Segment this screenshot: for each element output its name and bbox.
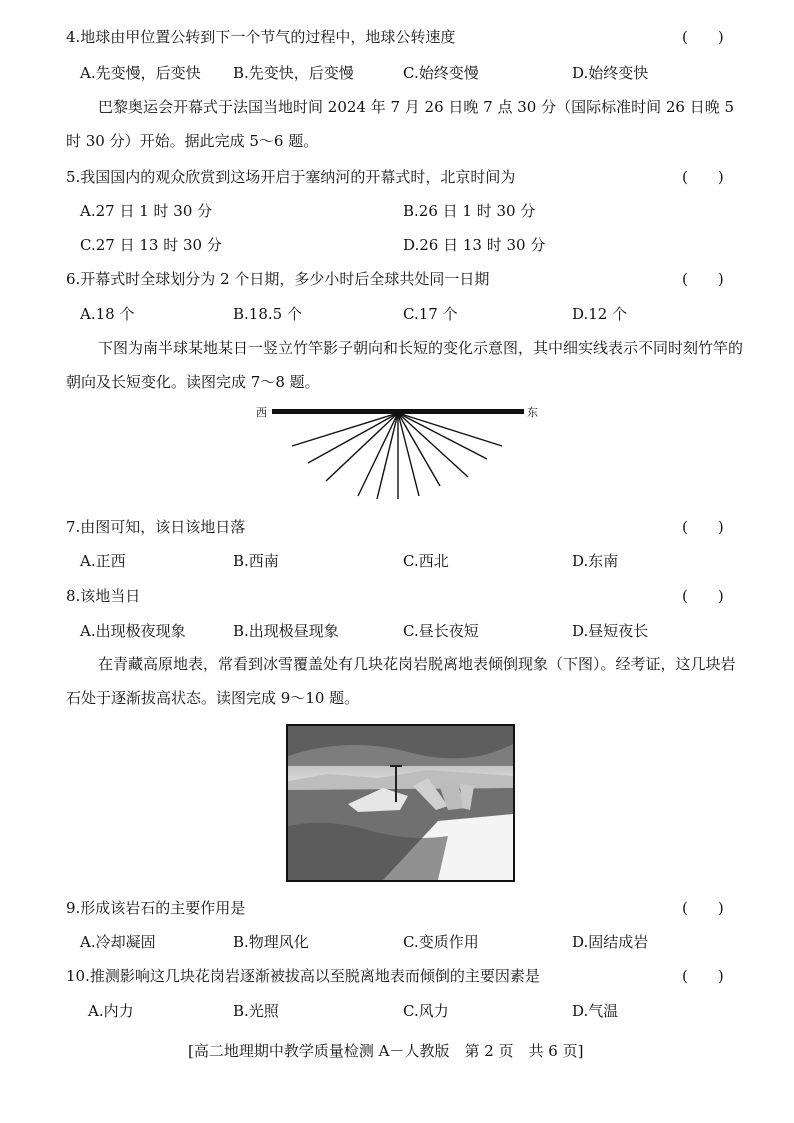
- q10-stem: 10.推测影响这几块花岗岩逐渐被拔高以至脱离地表而倾倒的主要因素是: [66, 967, 540, 985]
- q7-option-b: B.西南: [233, 552, 279, 570]
- q10-option-a: A.内力: [88, 1002, 134, 1020]
- q9-option-d: D.固结成岩: [572, 933, 649, 951]
- q5-option-a: A.27 日 1 时 30 分: [80, 202, 213, 220]
- q10-option-c: C.风力: [403, 1002, 449, 1020]
- q10-option-d: D.气温: [572, 1002, 619, 1020]
- q5-option-d: D.26 日 13 时 30 分: [403, 236, 546, 254]
- q6-answer-paren: ( ): [682, 270, 724, 288]
- q8-option-a: A.出现极夜现象: [80, 622, 186, 640]
- granite-photo: [286, 724, 515, 882]
- q4-option-a: A.先变慢，后变快: [80, 64, 201, 82]
- q5-answer-paren: ( ): [682, 168, 724, 186]
- q6-option-d: D.12 个: [572, 305, 628, 323]
- page-footer: [高二地理期中教学质量检测 A－人教版 第 2 页 共 6 页]: [188, 1042, 584, 1060]
- q9-option-a: A.冷却凝固: [80, 933, 156, 951]
- q4-option-b: B.先变快，后变慢: [233, 64, 354, 82]
- q9-answer-paren: ( ): [682, 899, 724, 917]
- passage-olympics: 巴黎奥运会开幕式于法国当地时间 2024 年 7 月 26 日晚 7 点 30 分（国际标准时间 26 日晚 5 时 30 分）开始。据此完成 5～6 题。: [66, 98, 735, 150]
- q9-stem: 9.形成该岩石的主要作用是: [66, 899, 246, 917]
- shadow-lines: [292, 413, 502, 499]
- q8-answer-paren: ( ): [682, 587, 724, 605]
- q6-stem: 6.开幕式时全球划分为 2 个日期，多少小时后全球共处同一日期: [66, 270, 490, 288]
- shadow-line: [398, 413, 419, 496]
- q7-stem: 7.由图可知，该日该地日落: [66, 518, 246, 536]
- q10-option-b: B.光照: [233, 1002, 279, 1020]
- q4-answer-paren: ( ): [682, 28, 724, 46]
- q4-option-c: C.始终变慢: [403, 64, 479, 82]
- q5-option-b: B.26 日 1 时 30 分: [403, 202, 536, 220]
- q7-option-a: A.正西: [80, 552, 126, 570]
- passage-shadow: 下图为南半球某地某日一竖立竹竿影子朝向和长短的变化示意图，其中细实线表示不同时刻竹竿的朝向及长短变化。读图完成 7～8 题。: [66, 339, 744, 391]
- q6-option-a: A.18 个: [80, 305, 135, 323]
- q7-option-d: D.东南: [572, 552, 619, 570]
- q6-option-c: C.17 个: [403, 305, 458, 323]
- shadow-line: [358, 413, 398, 496]
- q9-option-b: B.物理风化: [233, 933, 309, 951]
- q9-option-c: C.变质作用: [403, 933, 479, 951]
- q7-option-c: C.西北: [403, 552, 449, 570]
- q8-stem: 8.该地当日: [66, 587, 141, 605]
- q8-option-d: D.昼短夜长: [572, 622, 649, 640]
- shadow-line: [292, 413, 398, 446]
- shadow-diagram: [250, 400, 550, 510]
- shadow-line: [377, 413, 398, 499]
- q7-answer-paren: ( ): [682, 518, 724, 536]
- east-label: 东: [527, 406, 538, 419]
- q4-stem: 4.地球由甲位置公转到下一个节气的过程中，地球公转速度: [66, 28, 456, 46]
- q8-option-c: C.昼长夜短: [403, 622, 479, 640]
- q6-option-b: B.18.5 个: [233, 305, 302, 323]
- q5-stem: 5.我国国内的观众欣赏到这场开启于塞纳河的开幕式时，北京时间为: [66, 168, 516, 186]
- q10-answer-paren: ( ): [682, 967, 724, 985]
- west-label: 西: [256, 406, 267, 419]
- q4-option-d: D.始终变快: [572, 64, 649, 82]
- q8-option-b: B.出现极昼现象: [233, 622, 339, 640]
- shadow-line: [398, 413, 468, 477]
- passage-granite: 在青藏高原地表，常看到冰雪覆盖处有几块花岗岩脱离地表倾倒现象（下图）。经考证，这几块岩石处于逐渐拔高状态。读图完成 9～10 题。: [66, 655, 736, 707]
- q5-option-c: C.27 日 13 时 30 分: [80, 236, 222, 254]
